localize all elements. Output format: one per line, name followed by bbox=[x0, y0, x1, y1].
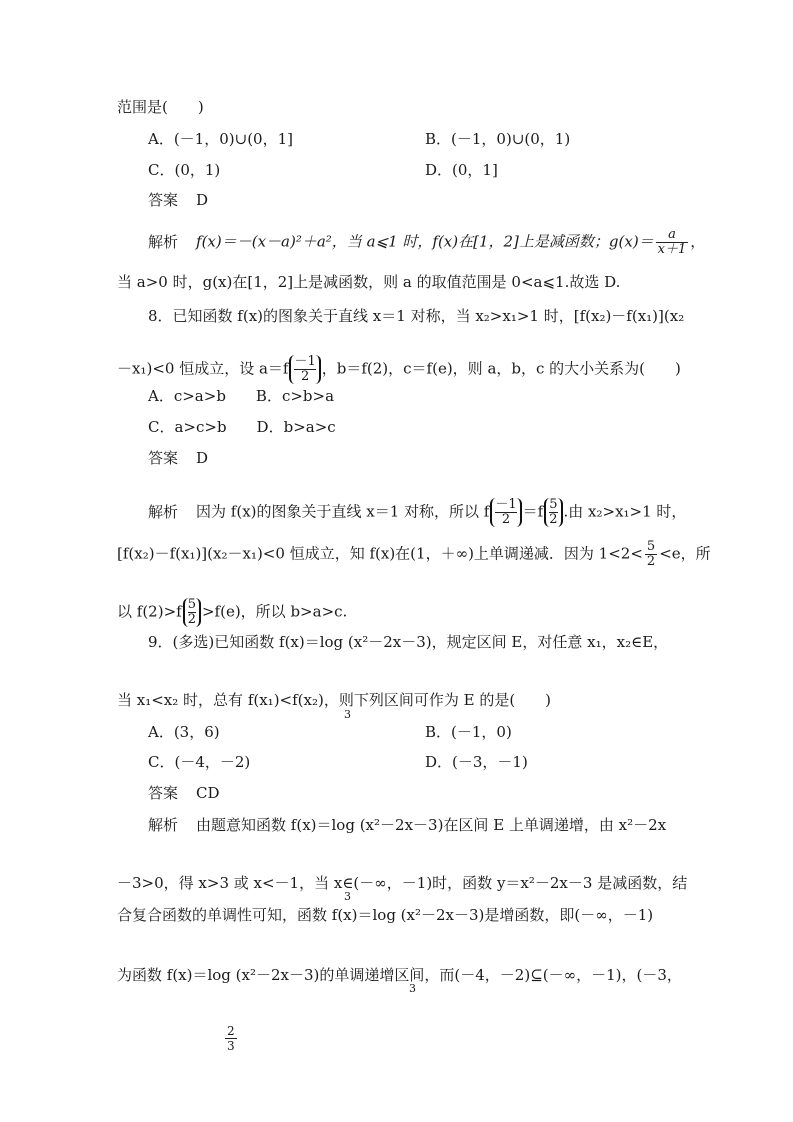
footer-fraction-num: 2 bbox=[227, 1024, 235, 1038]
q8-answer bbox=[148, 448, 208, 468]
answer-label: 答案 bbox=[148, 191, 179, 209]
q8-explanation-line-2: [f(x₂)－f(x₁)](x₂－x₁)<0 恒成立，知 f(x)在(1，＋∞)上单调递减．因为 1<2< $\frac{5}{2}$ <e，所 bbox=[117, 539, 711, 569]
explanation-label: 解析 bbox=[148, 816, 179, 834]
q7-option-b: B．(－1，0)∪(0，1) bbox=[425, 130, 571, 148]
q9-option-d: D．(－3，－1) bbox=[425, 753, 528, 771]
q8-stem-line-2: －x₁)<0 恒成立，设 a＝f $\frac{-1}{2}$ ，b＝f(2)，c＝f(e)，则 a，b，c 的大小关系为( ) bbox=[117, 354, 681, 384]
log-base-subscript: 3 bbox=[344, 708, 351, 721]
q9-explanation-line-4: 为函数 f(x)＝log (x²－2x－3)的单调递增区间，而(－4，－2)⊆(－∞，－1)，(－3， bbox=[117, 966, 682, 984]
fraction: $\frac{a}{x+1}$ bbox=[657, 227, 687, 257]
q7-option-d: D．(0，1] bbox=[425, 161, 498, 179]
fraction: $\frac{5}{2}$ bbox=[646, 539, 656, 569]
q9-explanation-line-1: 解析 由题意知函数 f(x)＝log (x²－2x－3)在区间 E 上单调递增，由 x²－2x bbox=[148, 816, 667, 834]
answer-value: D bbox=[196, 191, 209, 209]
explanation-label: 解析 bbox=[148, 232, 179, 251]
q8-options-cd: C．a>c>b D．b>a>c bbox=[148, 418, 336, 436]
answer-label: 答案 bbox=[148, 784, 179, 802]
q8-explanation-line-3: 以 f(2)>f $\frac{5}{2}$ >f(e)，所以 b>a>c. bbox=[117, 597, 348, 627]
bracket-fraction: $\frac{5}{2}$ bbox=[183, 598, 201, 627]
footer-fraction bbox=[223, 1024, 239, 1053]
bracket-fraction: $\frac{-1}{2}$ bbox=[490, 498, 521, 527]
q7-answer bbox=[148, 190, 208, 210]
q9-stem-line-1: 9．(多选)已知函数 f(x)＝log (x²－2x－3)，规定区间 E，对任意 x₁，x₂∈E， bbox=[148, 633, 669, 651]
bracket-fraction: $\frac{-1}{2}$ bbox=[289, 355, 320, 384]
answer-value: D bbox=[196, 449, 209, 467]
log-base-subscript: 3 bbox=[409, 982, 416, 995]
q7-option-c: C．(0，1) bbox=[148, 161, 221, 179]
q7-explanation-line-2: 当 a>0 时，g(x)在[1，2]上是减函数，则 a 的取值范围是 0<a⩽1.故选 D. bbox=[117, 273, 621, 291]
q9-stem-line-2: 当 x₁<x₂ 时，总有 f(x₁)<f(x₂)，则下列区间可作为 E 的是( ) bbox=[117, 691, 552, 709]
q9-explanation-line-2: －3>0，得 x>3 或 x<－1，当 x∈(－∞，－1)时，函数 y＝x²－2x－3 是减函数，结 bbox=[117, 874, 688, 892]
q9-option-a: A．(3，6) bbox=[148, 723, 220, 741]
q8-stem-line-1: 8．已知函数 f(x)的图象关于直线 x＝1 对称，当 x₂>x₁>1 时，[f(x₂)－f(x₁)](x₂ bbox=[148, 307, 685, 325]
question-stem-tail: 范围是( ) bbox=[117, 98, 204, 116]
bracket-fraction: $\frac{5}{2}$ bbox=[544, 498, 562, 527]
answer-value: CD bbox=[196, 784, 220, 802]
q7-explanation-line-1: 解析 f(x)＝－(x－a)²＋a²，当 a⩽1 时，f(x)在[1，2]上是减函数；g(x)＝ $\frac{a}{x+1}$ ， bbox=[148, 227, 706, 257]
q8-explanation-line-1: 解析 因为 f(x)的图象关于直线 x＝1 对称，所以 f $\frac{-1}{2}$ ＝f $\frac{5}{2}$ .由 x₂>x₁>1 时， bbox=[148, 497, 687, 527]
answer-label: 答案 bbox=[148, 449, 179, 467]
q9-explanation-line-3: 合复合函数的单调性可知，函数 f(x)＝log (x²－2x－3)是增函数，即(－∞，－1) bbox=[117, 906, 654, 924]
q7-option-a: A．(－1，0)∪(0，1] bbox=[148, 130, 293, 148]
q9-option-b: B．(－1，0) bbox=[425, 723, 512, 741]
q9-option-c: C．(－4，－2) bbox=[148, 753, 251, 771]
explanation-label: 解析 bbox=[148, 502, 179, 521]
q9-answer bbox=[148, 783, 220, 803]
footer-fraction-den: 3 bbox=[227, 1039, 235, 1053]
log-base-subscript: 3 bbox=[344, 890, 351, 903]
q8-options-ab: A．c>a>b B．c>b>a bbox=[148, 387, 335, 405]
